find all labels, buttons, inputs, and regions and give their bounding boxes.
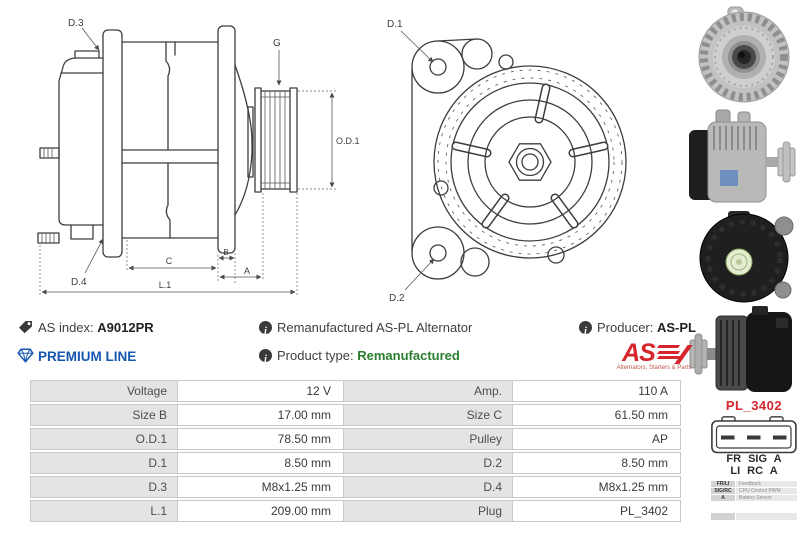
- spec-label: Pulley: [343, 428, 513, 450]
- spec-label: Size C: [343, 404, 513, 426]
- spec-label: D.3: [30, 476, 178, 498]
- spec-value: 61.50 mm: [512, 404, 681, 426]
- spec-value: 8.50 mm: [512, 452, 681, 474]
- as-index-line: [38, 320, 154, 335]
- producer-line: [597, 320, 696, 335]
- logo-stripes: [658, 345, 679, 362]
- spec-label: Plug: [343, 500, 513, 522]
- as-pl-logo[interactable]: [615, 339, 693, 371]
- info-icon: [579, 321, 592, 334]
- dim-label-d4: D.4: [71, 277, 87, 288]
- technical-drawing-side-view[interactable]: [35, 5, 365, 300]
- spec-value: 17.00 mm: [177, 404, 344, 426]
- table-row: [30, 404, 681, 426]
- producer-value: AS-PL: [657, 320, 696, 335]
- spec-value: AP: [512, 428, 681, 450]
- dim-label-d1: D.1: [387, 19, 403, 30]
- logo-tagline: Alternators, Starters & Parts: [616, 365, 692, 371]
- spec-label: L.1: [30, 500, 178, 522]
- spec-value: 209.00 mm: [177, 500, 344, 522]
- table-row: [30, 476, 681, 498]
- legend-key: A: [711, 495, 735, 501]
- plug-connector-drawing: [711, 416, 797, 454]
- plug-pins-row1: FR SIG A: [726, 453, 782, 465]
- spec-label: Voltage: [30, 380, 178, 402]
- spec-label: O.D.1: [30, 428, 178, 450]
- table-row: [30, 452, 681, 474]
- plug-pins-row2: LI RC A: [730, 465, 778, 477]
- info-icon: [259, 321, 272, 334]
- premium-line-badge[interactable]: PREMIUM LINE: [38, 349, 137, 364]
- legend-desc: CPU Control PWM: [736, 488, 797, 494]
- product-photo-side-pulley-left[interactable]: [688, 306, 800, 396]
- product-type-label: Product type:: [277, 348, 354, 363]
- tag-icon: [18, 320, 33, 334]
- legend-desc: Battery Sensor: [736, 495, 797, 501]
- plug-code: PL_3402: [725, 398, 783, 413]
- legend-key: FR/LI: [711, 481, 735, 487]
- spec-label: Size B: [30, 404, 178, 426]
- dim-label-a: A: [243, 266, 251, 276]
- legend-row: [711, 481, 797, 487]
- dim-label-g: G: [273, 38, 281, 49]
- spec-label: D.1: [30, 452, 178, 474]
- dim-label-l1: L.1: [158, 280, 172, 290]
- dim-label-b: B: [223, 248, 229, 257]
- product-photo-front[interactable]: [688, 6, 800, 104]
- legend-empty-row: [711, 513, 797, 520]
- product-photo-side-pulley-right[interactable]: [686, 108, 800, 204]
- dim-label-od1: O.D.1: [336, 136, 360, 146]
- spec-value: 12 V: [177, 380, 344, 402]
- spec-label: D.2: [343, 452, 513, 474]
- dim-label-d2: D.2: [389, 293, 405, 304]
- dim-label-d3: D.3: [68, 18, 84, 29]
- diamond-icon: [17, 348, 34, 363]
- producer-label: Producer:: [597, 320, 654, 335]
- as-index-label: AS index:: [38, 320, 94, 335]
- spec-value: M8x1.25 mm: [512, 476, 681, 498]
- plug-legend: [711, 481, 797, 502]
- spec-value: 110 A: [512, 380, 681, 402]
- table-row: [30, 380, 681, 402]
- legend-key: SIG/RC: [711, 488, 735, 494]
- product-photo-rear[interactable]: [692, 210, 798, 306]
- logo-text: AS: [622, 339, 655, 367]
- spec-label: D.4: [343, 476, 513, 498]
- table-row: [30, 428, 681, 450]
- as-index-value: A9012PR: [97, 320, 154, 335]
- spec-table: [30, 380, 681, 524]
- legend-row: [711, 495, 797, 501]
- product-type-value: Remanufactured: [357, 348, 460, 363]
- legend-desc: Feedback: [736, 481, 797, 487]
- legend-row: [711, 488, 797, 494]
- spec-value: 8.50 mm: [177, 452, 344, 474]
- product-type-line: [277, 348, 460, 363]
- dim-label-c: C: [165, 256, 173, 266]
- spec-value: 78.50 mm: [177, 428, 344, 450]
- product-description: Remanufactured AS-PL Alternator: [277, 320, 473, 335]
- spec-label: Amp.: [343, 380, 513, 402]
- table-row: [30, 500, 681, 522]
- technical-drawing-front-view[interactable]: [365, 5, 680, 310]
- spec-value: M8x1.25 mm: [177, 476, 344, 498]
- info-icon: [259, 349, 272, 362]
- spec-value: PL_3402: [512, 500, 681, 522]
